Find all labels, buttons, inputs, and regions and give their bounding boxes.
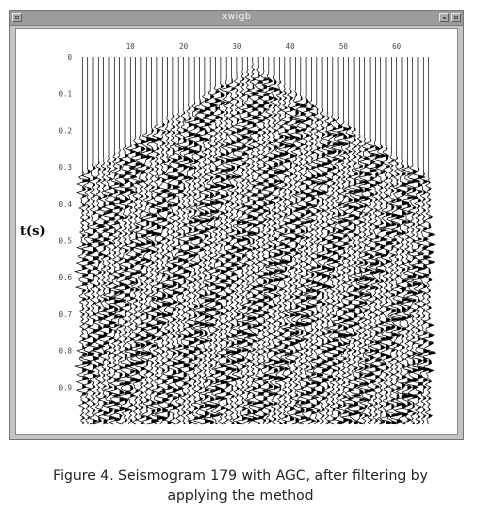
seismogram-plot — [16, 29, 457, 434]
y-tick-label-5: 0.5 — [58, 236, 72, 246]
trace-19-fill-22 — [178, 259, 184, 263]
x-tick-label-3: 40 — [285, 42, 295, 51]
minimize-button[interactable] — [439, 13, 449, 22]
x-tick-label-0: 10 — [125, 42, 135, 51]
x-tick-label-1: 20 — [179, 42, 189, 51]
time-axis-label: t(s) — [20, 224, 46, 239]
trace-8 — [113, 57, 127, 424]
x-tick-label-5: 60 — [392, 42, 402, 51]
y-tick-label-3: 0.3 — [58, 163, 72, 173]
x-tick-label-4: 50 — [338, 42, 348, 51]
window-titlebar[interactable] — [10, 11, 463, 26]
minimize-icon — [443, 17, 446, 19]
maximize-button[interactable] — [451, 13, 461, 22]
caption-line-2: applying the method — [167, 488, 314, 504]
y-tick-label-6: 0.6 — [58, 273, 72, 283]
figure-caption — [0, 466, 481, 506]
wiggle-plot-area — [15, 28, 458, 435]
xwigb-window — [9, 10, 464, 440]
y-tick-label-1: 0.1 — [58, 89, 72, 99]
x-tick-label-2: 30 — [232, 42, 242, 51]
y-tick-label-0: 0 — [67, 53, 72, 62]
y-tick-label-2: 0.2 — [58, 126, 72, 136]
caption-line-1: Figure 4. Seismogram 179 with AGC, after filtering by — [53, 468, 428, 484]
y-tick-label-9: 0.9 — [58, 383, 72, 393]
y-tick-label-4: 0.4 — [58, 199, 72, 209]
window-title: xwigb — [221, 12, 252, 22]
y-tick-label-8: 0.8 — [58, 346, 72, 356]
maximize-icon — [454, 16, 458, 19]
y-tick-label-7: 0.7 — [58, 309, 72, 319]
